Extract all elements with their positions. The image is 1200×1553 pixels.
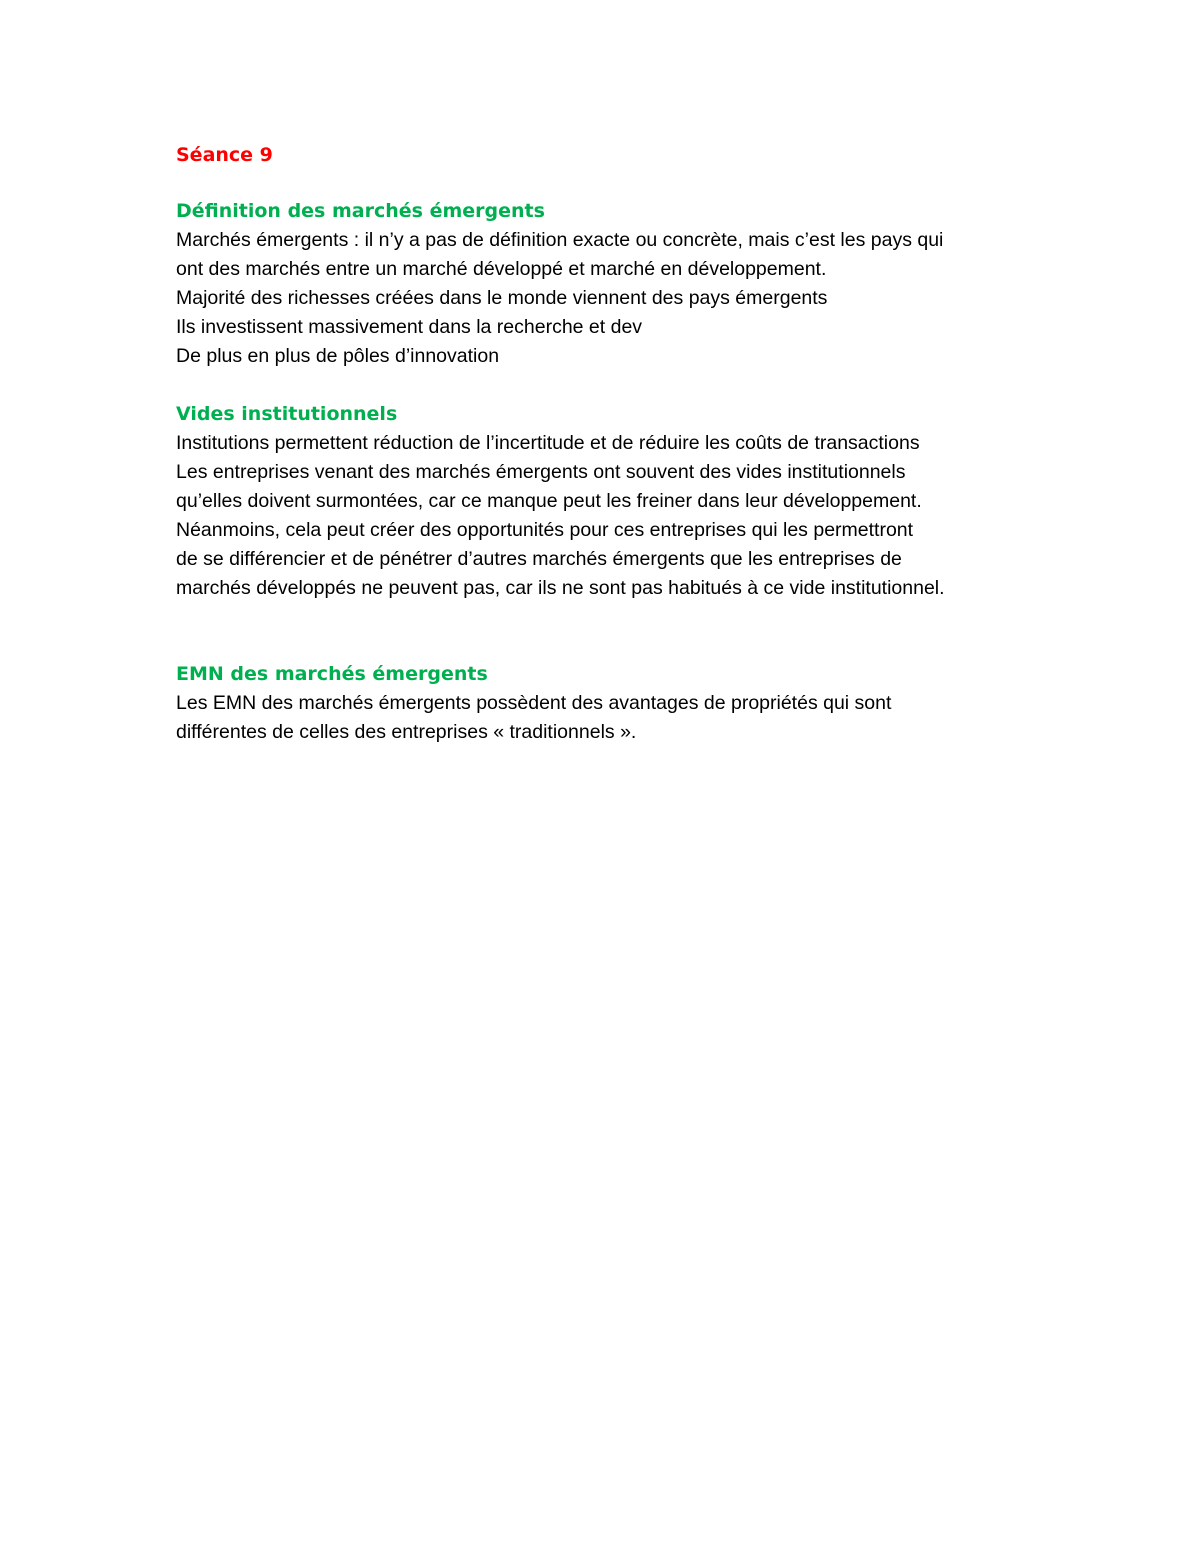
paragraph-line: Marchés émergents : il n’y a pas de définition exacte ou concrète, mais c’est les pays qui <box>176 229 944 251</box>
paragraph-line: Institutions permettent réduction de l’incertitude et de réduire les coûts de transactions <box>176 432 920 454</box>
section-emn <box>176 659 1056 747</box>
section-spacer <box>176 371 1056 399</box>
paragraph-line: marchés développés ne peuvent pas, car ils ne sont pas habitués à ce vide institutionnel. <box>176 577 945 599</box>
paragraph-line: Les entreprises venant des marchés émergents ont souvent des vides institutionnels <box>176 461 906 483</box>
section-vides-institutionnels <box>176 399 1056 603</box>
section-heading-definition: Définition des marchés émergents <box>176 200 545 222</box>
paragraph-line: ont des marchés entre un marché développé et marché en développement. <box>176 258 827 280</box>
section-definition <box>176 196 1056 371</box>
paragraph-line: Majorité des richesses créées dans le monde viennent des pays émergents <box>176 287 828 309</box>
document-page <box>176 140 1056 747</box>
paragraph-line: de se différencier et de pénétrer d’autres marchés émergents que les entreprises de <box>176 548 902 570</box>
paragraph-line: Les EMN des marchés émergents possèdent des avantages de propriétés qui sont <box>176 692 892 714</box>
section-heading-emn: EMN des marchés émergents <box>176 663 488 685</box>
paragraph-line: Ils investissent massivement dans la recherche et dev <box>176 316 643 338</box>
section-spacer <box>176 603 1056 659</box>
document-title: Séance 9 <box>176 144 273 166</box>
paragraph-line: qu’elles doivent surmontées, car ce manque peut les freiner dans leur développement. <box>176 490 922 512</box>
paragraph-line: différentes de celles des entreprises « traditionnels ». <box>176 721 637 743</box>
paragraph-line: Néanmoins, cela peut créer des opportunités pour ces entreprises qui les permettront <box>176 519 914 541</box>
paragraph-line: De plus en plus de pôles d’innovation <box>176 345 500 367</box>
section-heading-vides-institutionnels: Vides institutionnels <box>176 403 398 425</box>
